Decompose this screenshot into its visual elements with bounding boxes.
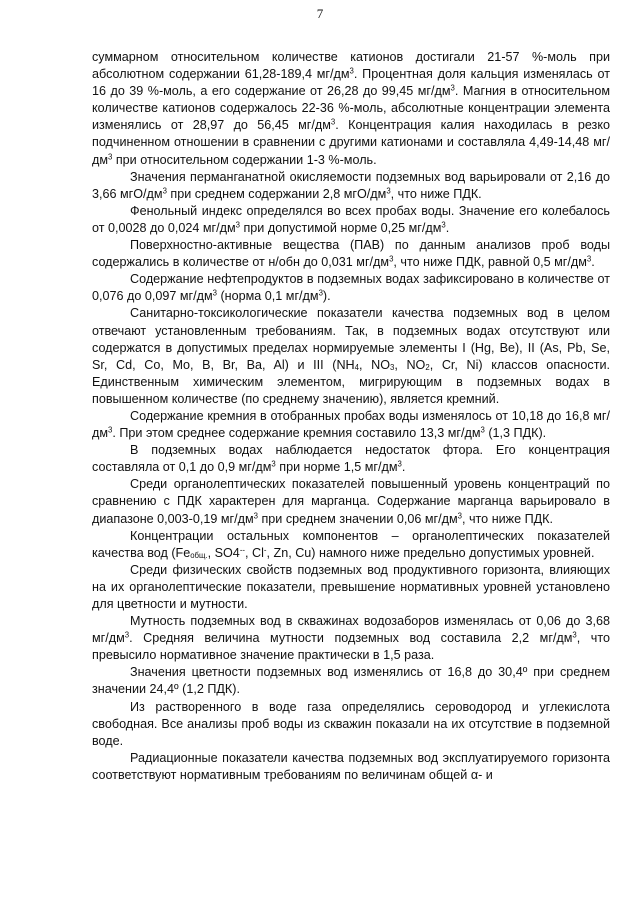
paragraph-phenol: Фенольный индекс определялся во всех пробах воды. Значение его колебалось от 0,0028 до 0,024 $мг/дм^3$ при допустимой норме 0,25 $мг/дм^3$. bbox=[92, 203, 610, 235]
paragraph-silicon: Содержание кремния в отобранных пробах воды изменялось от 10,18 до 16,8 $мг/дм^3$. При этом среднее содержание кремния составило 13,3 $мг/дм^3$ (1,3 ПДК). bbox=[92, 408, 610, 441]
paragraph-oil-products: Содержание нефтепродуктов в подземных водах зафиксировано в количестве от 0,076 до 0,097 $мг/дм^3$ (норма 0,1 $мг/дм^3$). bbox=[92, 272, 610, 304]
paragraph-physical-properties: Среди физических свойств подземных вод продуктивного горизонта, влияющих на их органолептические показатели, превышение нормативных уровней установлено для цветности и мутности. bbox=[92, 562, 610, 611]
paragraph-surfactants: Поверхностно-активные вещества (ПАВ) по данным анализов проб воды содержались в количестве от н/обн до 0,031 $мг/дм^3$, что ниже ПДК, равной 0,5 $мг/дм^3$. bbox=[92, 238, 610, 270]
paragraph-cations: суммарном относительном количестве катионов достигали 21-57 %-моль при абсолютном содержании 61,28-189,4 $мг/дм^3$. Процентная доля кальция изменялась от 16 до 39 %-моль, а его содержание от 26,28 до 99,45 $мг/дм^3$. Магния в относительном количестве катионов содержалось 22-36 %-моль, абсолютные концентрации элемента изменялись от 28,97 до 56,45 $мг/дм^3$. Концентрация калия находилась в резко подчиненном отношении в сравнении с другими катионами и составляла 4,49-14,48 $мг/дм^3$ при относительном содержании 1-3 %-моль. bbox=[92, 50, 611, 167]
paragraph-other-components: Концентрации остальных компонентов – органолептических показателей качества вод ($Fe_{общ.}$, SO4--, Cl-, Zn, Cu) намного ниже предельно допустимых уровней. bbox=[92, 528, 610, 560]
paragraph-manganese: Среди органолептических показателей повышенный уровень концентраций по сравнению с ПДК характерен для марганца. Содержание марганца варьировало в диапазоне 0,003-0,19 $мг/дм^3$ при среднем значении 0,06 $мг/дм^3$, что ниже ПДК. bbox=[92, 477, 610, 526]
paragraph-turbidity: Мутность подземных вод в скважинах водозаборов изменялась от 0,06 до 3,68 $мг/дм^3$. Средняя величина мутности подземных вод составила 2,2 $мг/дм^3$, что превысило нормативное значение практически в 1,5 раза. bbox=[92, 614, 610, 663]
paragraph-permanganate: Значения перманганатной окисляемости подземных вод варьировали от 2,16 до 3,66 мгО/$дм^3$ при среднем содержании 2,8 мгО/$дм^3$, что ниже ПДК. bbox=[92, 169, 610, 201]
paragraph-color: Значения цветности подземных вод изменялись от 16,8 до 30,4º при среднем значении 24,4º (1,2 ПДК). bbox=[92, 665, 610, 697]
paragraph-radiation: Радиационные показатели качества подземных вод эксплуатируемого горизонта соответствуют нормативным требованиям по величинам общей α- и bbox=[92, 750, 610, 782]
body-text bbox=[92, 49, 610, 784]
paragraph-fluorine: В подземных водах наблюдается недостаток фтора. Его концентрация составляла от 0,1 до 0,9 $мг/дм^3$ при норме 1,5 $мг/дм^3$. bbox=[92, 443, 610, 475]
paragraph-toxicology: Санитарно-токсикологические показатели качества подземных вод в целом отвечают установленным требованиям. Так, в подземных водах отсутствуют или содержатся в допустимых пределах нормируемые элементы I (Hg, Be), II (As, Pb, Se, Sr, Cd, Co, Mo, B, Br, Ba, Al) и III ($NH_4$, $NO_3$, $NO_2$, Cr, Ni) классов опасности. Единственным химическим элементом, мигрирующим в подземных водах в повышенном количестве (по среднему значению), является кремний. bbox=[92, 306, 610, 406]
paragraph-dissolved-gas: Из растворенного в воде газа определялись сероводород и углекислота свободная. Все анализы проб воды из скважин показали на их отсутствие в подземной воде. bbox=[92, 699, 610, 748]
page-number: 7 bbox=[316, 6, 324, 21]
